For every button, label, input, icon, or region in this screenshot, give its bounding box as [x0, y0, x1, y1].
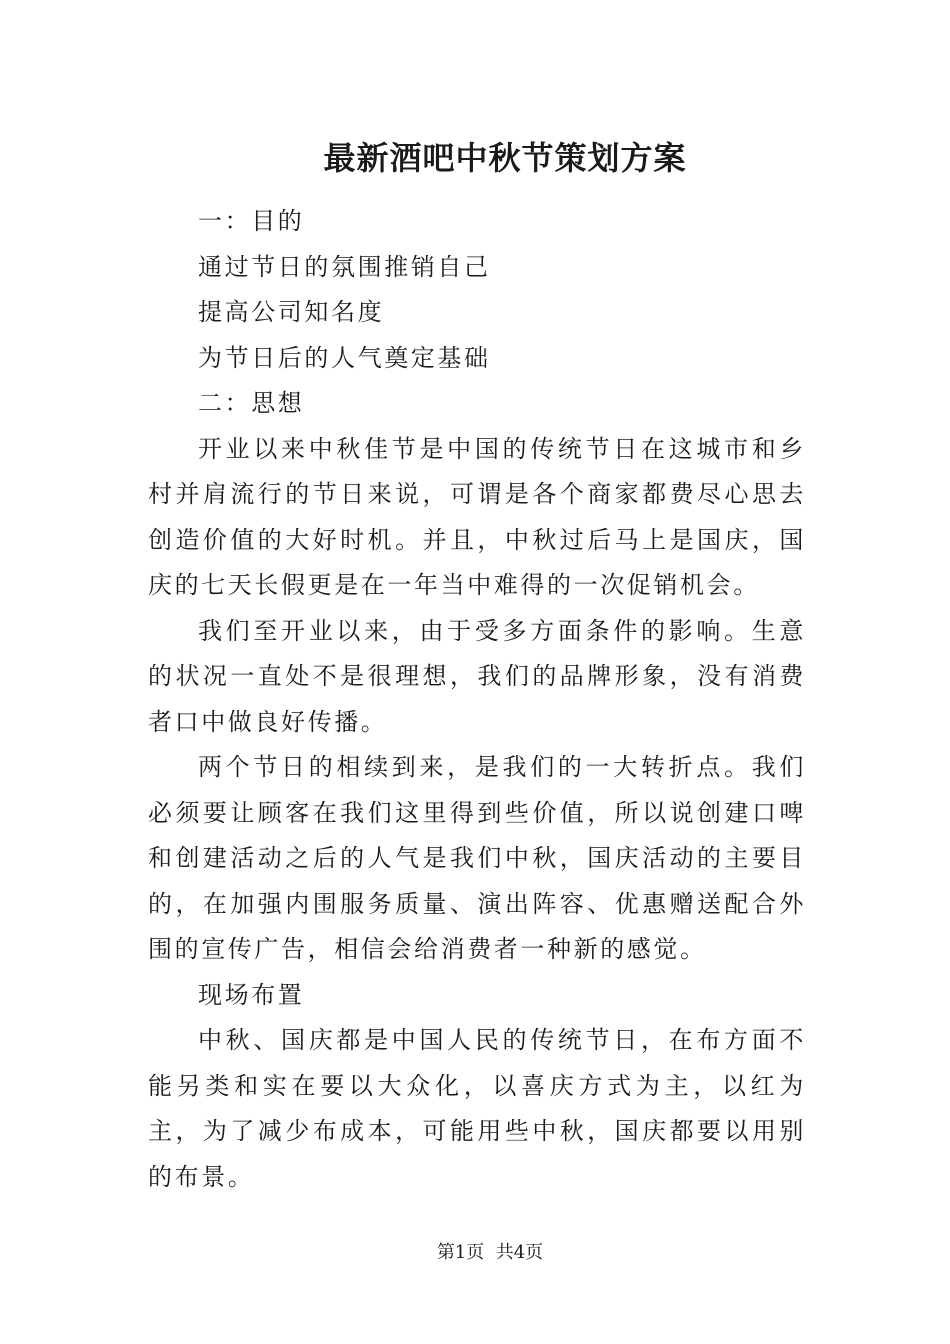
document-body [148, 199, 806, 1200]
paragraph-body: 两个节日的相续到来，是我们的一大转折点。我们必须要让顾客在我们这里得到些价值，所以说创建口啤和创建活动之后的人气是我们中秋，国庆活动的主要目的，在加强内围服务质量、演出阵容、优惠赠送配合外围的宣传广告，相信会给消费者一种新的感觉。 [148, 753, 806, 963]
paragraph-heading-purpose: 一：目的 [198, 207, 305, 235]
paragraph-purpose-item: 提高公司知名度 [198, 298, 385, 326]
page-number: 第1页 共4页 [436, 1242, 544, 1263]
paragraph-purpose-item: 通过节日的氛围推销自己 [198, 252, 491, 281]
document-title: 最新酒吧中秋节策划方案 [323, 139, 687, 177]
paragraph-body: 我们至开业以来，由于受多方面条件的影响。生意的状况一直处不是很理想，我们的品牌形象，没有消费者口中做良好传播。 [148, 616, 806, 736]
page-footer [0, 1240, 950, 1266]
paragraph-purpose-item: 为节日后的人气奠定基础 [198, 343, 491, 372]
paragraph-body: 开业以来中秋佳节是中国的传统节日在这城市和乡村并肩流行的节日来说，可谓是各个商家都费尽心思去创造价值的大好时机。并且，中秋过后马上是国庆，国庆的七天长假更是在一年当中难得的一次促销机会。 [148, 434, 806, 599]
paragraph-body: 中秋、国庆都是中国人民的传统节日，在布方面不能另类和实在要以大众化，以喜庆方式为主，以红为主，为了减少布成本，可能用些中秋，国庆都要以用别的布景。 [148, 1026, 806, 1191]
paragraph-heading-layout: 现场布置 [198, 980, 305, 1009]
paragraph-heading-idea: 二：思想 [198, 389, 305, 417]
